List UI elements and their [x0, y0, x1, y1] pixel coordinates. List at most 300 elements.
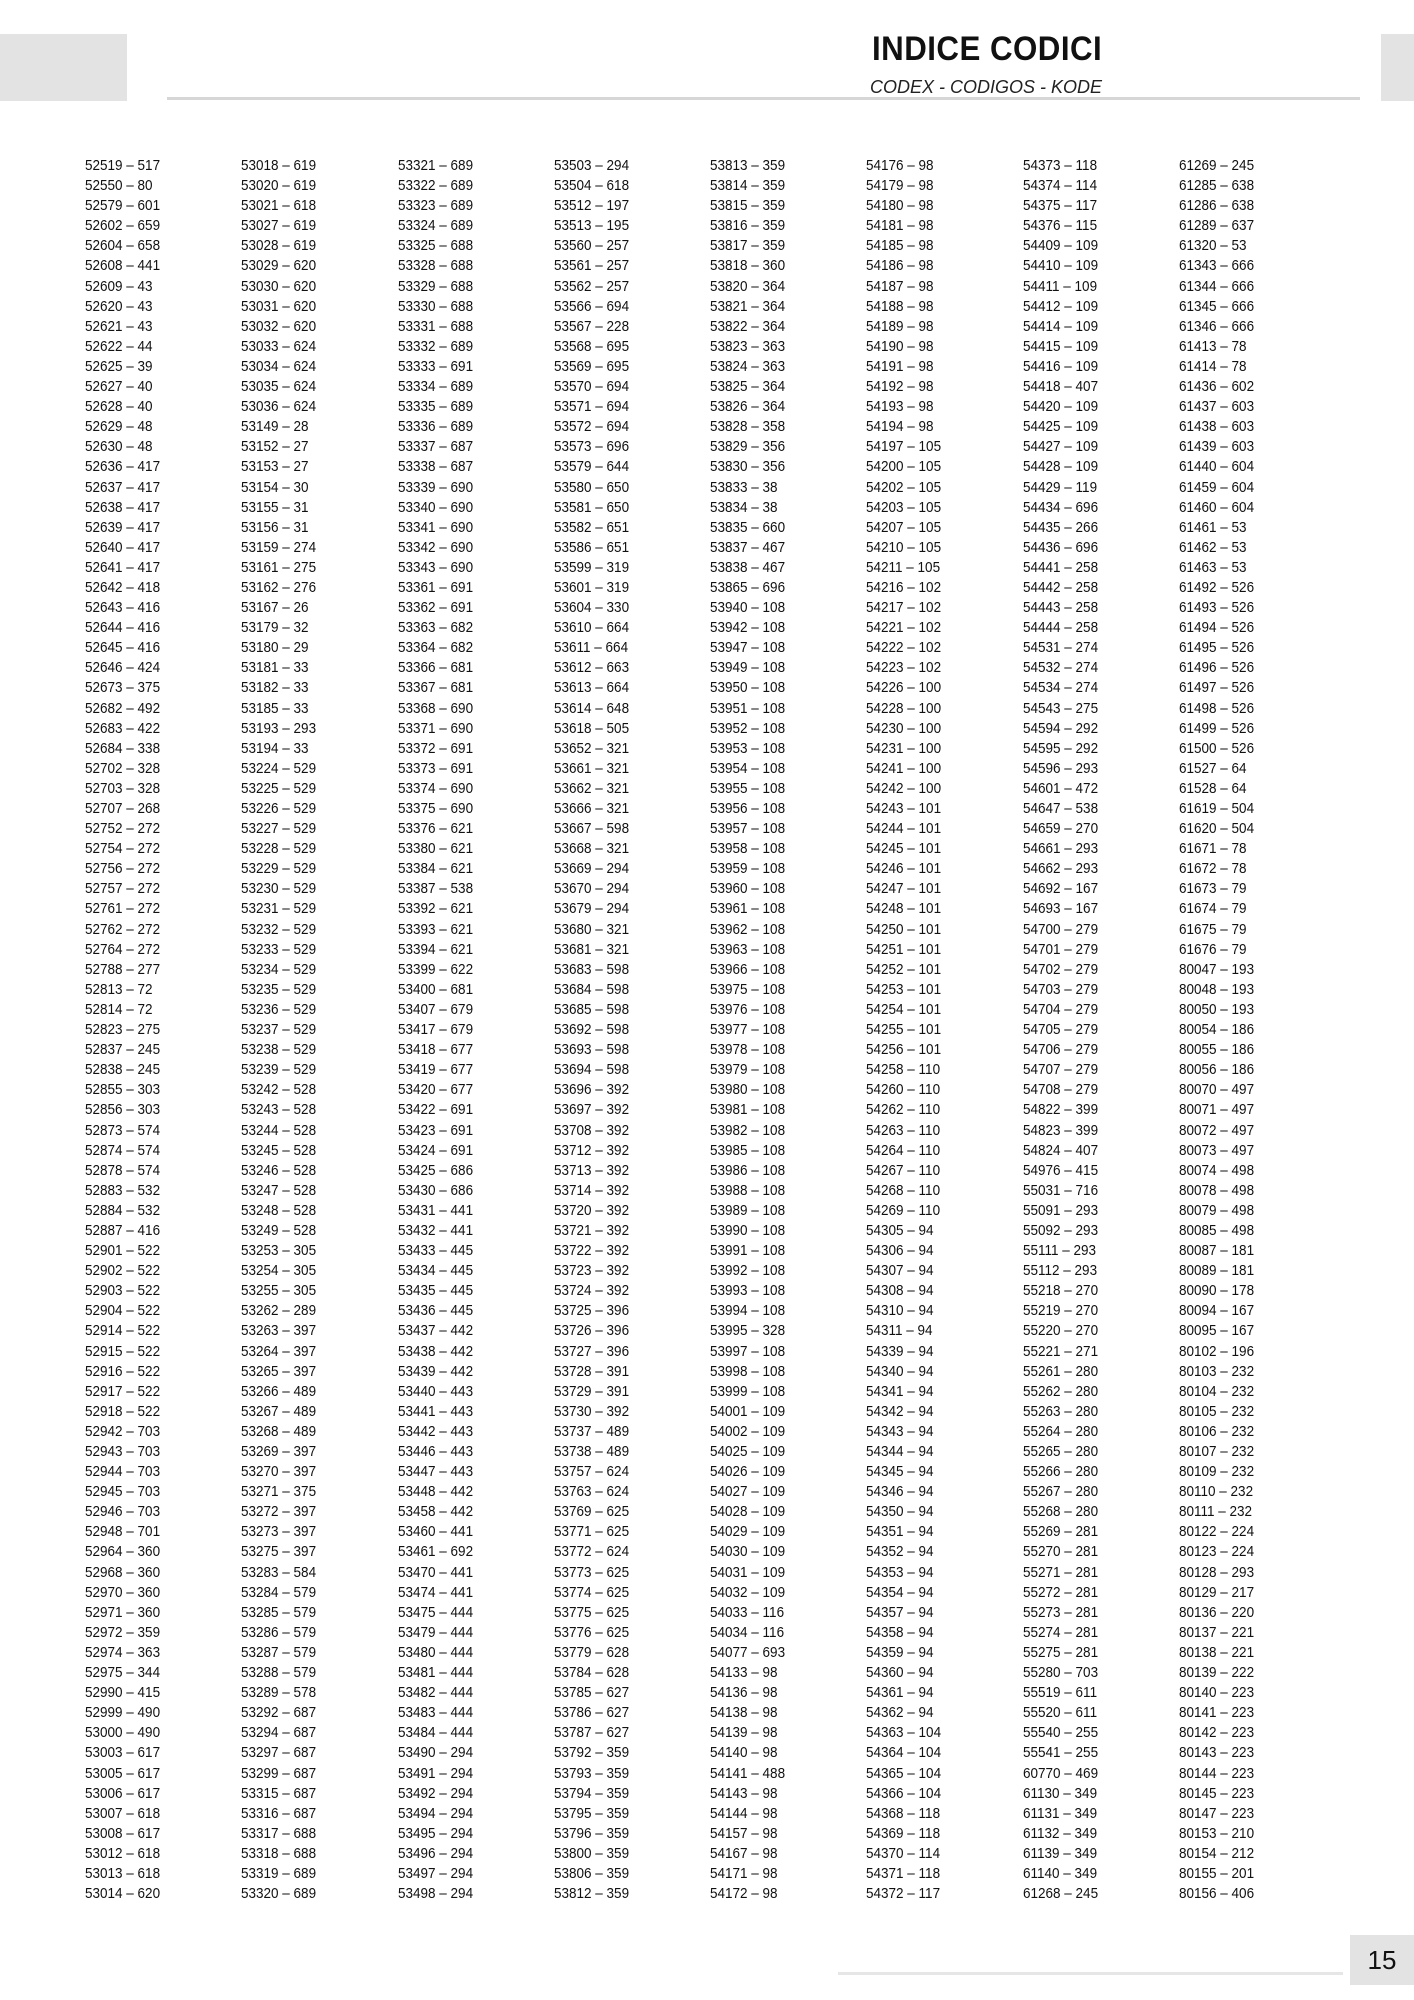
index-entry: 53422 – 691: [397, 1101, 473, 1119]
index-entry: 53806 – 359: [553, 1864, 629, 1882]
index-entry: 53324 – 689: [397, 217, 473, 235]
index-entry: 54339 – 94: [866, 1342, 934, 1360]
index-entry: 53491 – 294: [397, 1764, 473, 1782]
index-column: [241, 156, 397, 1916]
index-entry: 61676 – 79: [1178, 940, 1247, 958]
index-entry: 53582 – 651: [553, 518, 629, 536]
index-entry: 53951 – 108: [710, 699, 786, 717]
index-entry: 53481 – 444: [397, 1664, 473, 1682]
index-entry: 53328 – 688: [397, 257, 473, 275]
index-entry: 53438 – 442: [397, 1342, 473, 1360]
index-entry: 54601 – 472: [1022, 779, 1098, 797]
index-entry: 54029 – 109: [710, 1523, 786, 1541]
index-entry: 53757 – 624: [553, 1463, 629, 1481]
index-entry: 54341 – 94: [866, 1382, 934, 1400]
index-entry: 54028 – 109: [710, 1503, 786, 1521]
index-entry: 80103 – 232: [1178, 1362, 1254, 1380]
index-entry: 53814 – 359: [710, 177, 786, 195]
index-entry: 53692 – 598: [553, 1021, 629, 1039]
index-entry: 54662 – 293: [1022, 860, 1098, 878]
index-entry: 54001 – 109: [710, 1402, 786, 1420]
index-entry: 53999 – 108: [710, 1382, 786, 1400]
index-entry: 53989 – 108: [710, 1201, 786, 1219]
index-entry: 53235 – 529: [241, 980, 317, 998]
index-entry: 55218 – 270: [1022, 1282, 1098, 1300]
index-entry: 54157 – 98: [710, 1824, 778, 1842]
index-entry: 53680 – 321: [553, 920, 629, 938]
index-entry: 53774 – 625: [553, 1583, 629, 1601]
index-entry: 53420 – 677: [397, 1081, 473, 1099]
index-entry: 54138 – 98: [710, 1704, 778, 1722]
index-entry: 53727 – 396: [553, 1342, 629, 1360]
index-entry: 80054 – 186: [1178, 1021, 1254, 1039]
index-entry: 53966 – 108: [710, 960, 786, 978]
index-entry: 53979 – 108: [710, 1061, 786, 1079]
index-entry: 53820 – 364: [710, 277, 786, 295]
index-entry: 61320 – 53: [1178, 237, 1247, 255]
index-entry: 53771 – 625: [553, 1523, 629, 1541]
index-entry: 80087 – 181: [1178, 1242, 1254, 1260]
index-entry: 53815 – 359: [710, 197, 786, 215]
index-entry: 53237 – 529: [241, 1021, 317, 1039]
index-column: [710, 156, 866, 1916]
index-entry: 54179 – 98: [866, 177, 934, 195]
index-column: [866, 156, 1022, 1916]
index-entry: 52636 – 417: [85, 458, 161, 476]
index-entry: 52945 – 703: [85, 1483, 161, 1501]
index-entry: 52757 – 272: [85, 880, 161, 898]
index-entry: 52646 – 424: [85, 659, 161, 677]
index-entry: 52918 – 522: [85, 1402, 161, 1420]
index-entry: 54269 – 110: [866, 1201, 941, 1219]
index-entry: 55092 – 293: [1022, 1221, 1098, 1239]
index-entry: 53194 – 33: [241, 739, 309, 757]
index-entry: 61619 – 504: [1178, 800, 1254, 817]
index-entry: 55520 – 611: [1022, 1704, 1097, 1722]
index-entry: 54172 – 98: [710, 1885, 778, 1903]
index-entry: 52707 – 268: [85, 800, 161, 817]
index-entry: 52642 – 418: [85, 578, 161, 596]
index-entry: 52703 – 328: [85, 779, 161, 797]
index-entry: 52684 – 338: [85, 739, 161, 757]
index-entry: 53824 – 363: [710, 357, 786, 375]
index-entry: 53498 – 294: [397, 1885, 473, 1903]
index-entry: 54543 – 275: [1022, 699, 1098, 717]
index-entry: 53012 – 618: [85, 1844, 161, 1862]
index-entry: 55267 – 280: [1022, 1483, 1098, 1501]
index-entry: 53341 – 690: [397, 518, 473, 536]
index-entry: 53812 – 359: [553, 1885, 629, 1903]
index-entry: 53439 – 442: [397, 1362, 473, 1380]
index-entry: 53954 – 108: [710, 759, 786, 777]
index-entry: 54267 – 110: [866, 1161, 941, 1179]
index-entry: 53272 – 397: [241, 1503, 317, 1521]
index-entry: 54181 – 98: [866, 217, 934, 235]
index-entry: 54415 – 109: [1022, 337, 1098, 355]
index-entry: 53384 – 621: [397, 860, 473, 878]
index-entry: 80106 – 232: [1178, 1422, 1254, 1440]
index-entry: 80141 – 223: [1178, 1704, 1254, 1722]
index-entry: 54425 – 109: [1022, 418, 1098, 436]
index-entry: 52884 – 532: [85, 1201, 161, 1219]
index-entry: 53950 – 108: [710, 679, 786, 697]
index-entry: 54344 – 94: [866, 1443, 934, 1460]
index-entry: 53419 – 677: [397, 1061, 473, 1079]
index-entry: 80109 – 232: [1178, 1463, 1254, 1481]
index-entry: 53728 – 391: [553, 1362, 629, 1380]
index-entry: 53033 – 624: [241, 337, 317, 355]
index-entry: 80056 – 186: [1178, 1061, 1254, 1079]
index-entry: 53249 – 528: [241, 1221, 317, 1239]
index-entry: 80090 – 178: [1178, 1282, 1254, 1300]
index-entry: 54250 – 101: [866, 920, 942, 938]
index-entry: 53579 – 644: [553, 458, 629, 476]
index-entry: 80138 – 221: [1178, 1643, 1254, 1661]
index-entry: 54193 – 98: [866, 398, 934, 416]
index-entry: 53003 – 617: [85, 1744, 161, 1762]
index-entry: 53796 – 359: [553, 1824, 629, 1842]
index-entry: 53982 – 108: [710, 1121, 786, 1139]
index-entry: 52622 – 44: [85, 337, 153, 355]
index-entry: 53773 – 625: [553, 1563, 629, 1581]
index-entry: 54216 – 102: [866, 578, 942, 596]
index-entry: 54427 – 109: [1022, 438, 1098, 456]
index-entry: 53245 – 528: [241, 1141, 317, 1159]
index-entry: 53227 – 529: [241, 820, 317, 838]
index-entry: 53154 – 30: [241, 478, 309, 496]
index-entry: 53681 – 321: [553, 940, 629, 958]
index-entry: 53441 – 443: [397, 1402, 473, 1420]
index-entry: 54230 – 100: [866, 719, 942, 737]
index-entry: 54242 – 100: [866, 779, 942, 797]
index-entry: 53662 – 321: [553, 779, 629, 797]
index-entry: 53224 – 529: [241, 759, 317, 777]
index-entry: 53448 – 442: [397, 1483, 473, 1501]
index-entry: 53959 – 108: [710, 860, 786, 878]
index-entry: 53364 – 682: [397, 639, 473, 657]
index-entry: 54305 – 94: [866, 1221, 934, 1239]
index-entry: 55261 – 280: [1022, 1362, 1098, 1380]
index-entry: 52878 – 574: [85, 1161, 161, 1179]
index-entry: 80154 – 212: [1178, 1844, 1254, 1862]
index-entry: 80155 – 201: [1178, 1864, 1254, 1882]
index-entry: 54435 – 266: [1022, 518, 1098, 536]
index-entry: 52964 – 360: [85, 1543, 161, 1561]
index-entry: 53248 – 528: [241, 1201, 317, 1219]
index-entry: 54364 – 104: [866, 1744, 942, 1762]
index-entry: 53287 – 579: [241, 1643, 317, 1661]
index-entry: 53684 – 598: [553, 980, 629, 998]
index-entry: 80078 – 498: [1178, 1181, 1254, 1199]
index-entry: 53435 – 445: [397, 1282, 473, 1300]
index-entry: 54255 – 101: [866, 1021, 942, 1039]
index-entry: 54263 – 110: [866, 1121, 941, 1139]
index-entry: 54306 – 94: [866, 1242, 934, 1260]
index-entry: 53566 – 694: [553, 297, 629, 315]
index-entry: 53179 – 32: [241, 619, 309, 637]
index-entry: 53975 – 108: [710, 980, 786, 998]
index-entry: 53269 – 397: [241, 1443, 317, 1460]
index-entry: 53496 – 294: [397, 1844, 473, 1862]
index-entry: 53512 – 197: [553, 197, 629, 215]
index-entry: 53828 – 358: [710, 418, 786, 436]
index-entry: 80102 – 196: [1178, 1342, 1254, 1360]
index-entry: 54707 – 279: [1022, 1061, 1098, 1079]
index-entry: 52856 – 303: [85, 1101, 161, 1119]
index-entry: 80122 – 224: [1178, 1523, 1254, 1541]
index-entry: 53442 – 443: [397, 1422, 473, 1440]
index-entry: 53325 – 688: [397, 237, 473, 255]
code-index-grid: [85, 156, 1335, 1916]
index-entry: 54357 – 94: [866, 1603, 934, 1621]
index-entry: 54534 – 274: [1022, 679, 1098, 697]
index-entry: 54351 – 94: [866, 1523, 934, 1541]
index-entry: 61346 – 666: [1178, 317, 1254, 335]
index-entry: 53264 – 397: [241, 1342, 317, 1360]
index-entry: 53185 – 33: [241, 699, 309, 717]
index-entry: 54706 – 279: [1022, 1041, 1098, 1059]
index-entry: 53470 – 441: [397, 1563, 473, 1581]
index-entry: 52838 – 245: [85, 1061, 161, 1079]
index-entry: 53610 – 664: [553, 619, 629, 637]
index-entry: 54363 – 104: [866, 1724, 942, 1742]
index-entry: 53995 – 328: [710, 1322, 786, 1340]
index-entry: 53418 – 677: [397, 1041, 473, 1059]
index-entry: 61439 – 603: [1178, 438, 1254, 456]
index-entry: 54217 – 102: [866, 599, 942, 617]
index-entry: 52604 – 658: [85, 237, 161, 255]
index-entry: 52640 – 417: [85, 538, 161, 556]
index-entry: 61675 – 79: [1178, 920, 1247, 938]
index-entry: 54358 – 94: [866, 1623, 934, 1641]
index-entry: 61132 – 349: [1022, 1824, 1097, 1842]
index-entry: 80129 – 217: [1178, 1583, 1254, 1601]
index-entry: 54222 – 102: [866, 639, 942, 657]
index-entry: 53315 – 687: [241, 1784, 317, 1802]
index-entry: 53693 – 598: [553, 1041, 629, 1059]
index-entry: 54362 – 94: [866, 1704, 934, 1722]
index-entry: 54188 – 98: [866, 297, 934, 315]
index-entry: 52788 – 277: [85, 960, 161, 978]
index-entry: 53816 – 359: [710, 217, 786, 235]
index-entry: 53998 – 108: [710, 1362, 786, 1380]
index-entry: 53193 – 293: [241, 719, 317, 737]
index-entry: 53570 – 694: [553, 378, 629, 396]
index-entry: 54187 – 98: [866, 277, 934, 295]
index-entry: 53339 – 690: [397, 478, 473, 496]
index-entry: 53152 – 27: [241, 438, 309, 456]
index-entry: 53580 – 650: [553, 478, 629, 496]
index-entry: 55219 – 270: [1022, 1302, 1098, 1320]
index-entry: 53232 – 529: [241, 920, 317, 938]
index-entry: 80142 – 223: [1178, 1724, 1254, 1742]
index-entry: 54412 – 109: [1022, 297, 1098, 315]
index-entry: 53032 – 620: [241, 317, 317, 335]
index-entry: 61460 – 604: [1178, 498, 1254, 516]
index-entry: 53940 – 108: [710, 599, 786, 617]
index-entry: 54824 – 407: [1022, 1141, 1098, 1159]
index-entry: 53013 – 618: [85, 1864, 161, 1882]
index-entry: 61492 – 526: [1178, 578, 1254, 596]
index-entry: 80147 – 223: [1178, 1804, 1254, 1822]
index-entry: 52628 – 40: [85, 398, 153, 416]
index-entry: 80055 – 186: [1178, 1041, 1254, 1059]
index-entry: 54345 – 94: [866, 1463, 934, 1481]
index-entry: 53008 – 617: [85, 1824, 161, 1842]
index-entry: 53394 – 621: [397, 940, 473, 958]
index-entry: 61437 – 603: [1178, 398, 1254, 416]
index-entry: 54444 – 258: [1022, 619, 1098, 637]
index-entry: 53569 – 695: [553, 357, 629, 375]
index-entry: 53363 – 682: [397, 619, 473, 637]
index-entry: 52754 – 272: [85, 840, 161, 858]
index-entry: 54428 – 109: [1022, 458, 1098, 476]
index-entry: 53668 – 321: [553, 840, 629, 858]
index-entry: 52948 – 701: [85, 1523, 161, 1541]
index-entry: 53504 – 618: [553, 177, 629, 195]
index-entry: 54366 – 104: [866, 1784, 942, 1802]
index-entry: 53400 – 681: [397, 980, 473, 998]
index-entry: 61459 – 604: [1178, 478, 1254, 496]
index-entry: 54310 – 94: [866, 1302, 934, 1320]
index-entry: 53007 – 618: [85, 1804, 161, 1822]
index-entry: 53721 – 392: [553, 1221, 629, 1239]
index-entry: 52883 – 532: [85, 1181, 161, 1199]
index-entry: 52629 – 48: [85, 418, 153, 436]
index-entry: 54221 – 102: [866, 619, 942, 637]
index-entry: 54246 – 101: [866, 860, 942, 878]
index-entry: 54361 – 94: [866, 1684, 934, 1702]
index-entry: 53611 – 664: [553, 639, 628, 657]
index-entry: 53817 – 359: [710, 237, 786, 255]
index-entry: 52903 – 522: [85, 1282, 161, 1300]
index-entry: 53482 – 444: [397, 1684, 473, 1702]
index-entry: 61672 – 78: [1178, 860, 1247, 878]
index-entry: 55091 – 293: [1022, 1201, 1098, 1219]
index-entry: 54703 – 279: [1022, 980, 1098, 998]
index-entry: 53683 – 598: [553, 960, 629, 978]
index-entry: 53317 – 688: [241, 1824, 317, 1842]
index-entry: 53618 – 505: [553, 719, 629, 737]
index-entry: 61286 – 638: [1178, 197, 1254, 215]
index-entry: 53376 – 621: [397, 820, 473, 838]
index-entry: 54369 – 118: [866, 1824, 941, 1842]
index-entry: 52702 – 328: [85, 759, 161, 777]
index-entry: 54594 – 292: [1022, 719, 1098, 737]
index-entry: 53614 – 648: [553, 699, 629, 717]
index-entry: 54659 – 270: [1022, 820, 1098, 838]
index-entry: 53156 – 31: [241, 518, 309, 536]
index-entry: 54264 – 110: [866, 1141, 941, 1159]
index-entry: 52683 – 422: [85, 719, 161, 737]
index-entry: 80140 – 223: [1178, 1684, 1254, 1702]
index-entry: 53247 – 528: [241, 1181, 317, 1199]
index-entry: 61139 – 349: [1022, 1844, 1097, 1862]
index-entry: 53795 – 359: [553, 1804, 629, 1822]
index-entry: 54254 – 101: [866, 1000, 942, 1018]
index-entry: 54243 – 101: [866, 800, 942, 817]
index-entry: 54186 – 98: [866, 257, 934, 275]
index-entry: 53942 – 108: [710, 619, 786, 637]
index-entry: 55541 – 255: [1022, 1744, 1098, 1762]
index-entry: 53162 – 276: [241, 578, 317, 596]
index-entry: 53021 – 618: [241, 197, 317, 215]
index-entry: 55274 – 281: [1022, 1623, 1098, 1641]
index-entry: 53978 – 108: [710, 1041, 786, 1059]
index-entry: 53822 – 364: [710, 317, 786, 335]
index-entry: 61461 – 53: [1178, 518, 1247, 536]
index-entry: 53292 – 687: [241, 1704, 317, 1722]
index-entry: 52915 – 522: [85, 1342, 161, 1360]
index-entry: 54372 – 117: [866, 1885, 941, 1903]
index-entry: 54708 – 279: [1022, 1081, 1098, 1099]
index-entry: 54418 – 407: [1022, 378, 1098, 396]
index-entry: 55112 – 293: [1022, 1262, 1097, 1280]
header-tab-right: [1381, 34, 1414, 101]
index-entry: 54251 – 101: [866, 940, 942, 958]
index-entry: 54353 – 94: [866, 1563, 934, 1581]
index-entry: 53432 – 441: [397, 1221, 473, 1239]
index-entry: 52814 – 72: [85, 1000, 153, 1018]
index-entry: 54411 – 109: [1022, 277, 1097, 295]
index-entry: 53321 – 689: [397, 157, 473, 174]
index-entry: 52643 – 416: [85, 599, 161, 617]
index-entry: 54176 – 98: [866, 157, 934, 174]
index-entry: 53612 – 663: [553, 659, 629, 677]
index-entry: 54031 – 109: [710, 1563, 786, 1581]
index-entry: 54701 – 279: [1022, 940, 1098, 958]
index-entry: 80047 – 193: [1178, 960, 1254, 978]
index-entry: 53446 – 443: [397, 1443, 473, 1460]
index-entry: 53283 – 584: [241, 1563, 317, 1581]
index-entry: 53679 – 294: [553, 900, 629, 918]
index-entry: 53722 – 392: [553, 1242, 629, 1260]
index-entry: 53320 – 689: [241, 1885, 317, 1903]
index-entry: 61674 – 79: [1178, 900, 1247, 918]
index-entry: 53318 – 688: [241, 1844, 317, 1862]
index-entry: 53373 – 691: [397, 759, 473, 777]
index-entry: 61438 – 603: [1178, 418, 1254, 436]
index-entry: 53294 – 687: [241, 1724, 317, 1742]
index-entry: 80107 – 232: [1178, 1443, 1254, 1460]
index-entry: 55519 – 611: [1022, 1684, 1097, 1702]
index-entry: 54359 – 94: [866, 1643, 934, 1661]
index-entry: 54247 – 101: [866, 880, 942, 898]
index-entry: 53233 – 529: [241, 940, 317, 958]
index-entry: 53963 – 108: [710, 940, 786, 958]
index-entry: 54343 – 94: [866, 1422, 934, 1440]
index-entry: 53784 – 628: [553, 1664, 629, 1682]
index-entry: 53431 – 441: [397, 1201, 473, 1219]
index-entry: 53020 – 619: [241, 177, 317, 195]
index-entry: 53225 – 529: [241, 779, 317, 797]
index-entry: 53958 – 108: [710, 840, 786, 858]
index-entry: 61413 – 78: [1178, 337, 1247, 355]
index-entry: 54033 – 116: [710, 1603, 785, 1621]
index-entry: 54030 – 109: [710, 1543, 786, 1561]
index-entry: 54346 – 94: [866, 1483, 934, 1501]
index-entry: 53361 – 691: [397, 578, 473, 596]
index-entry: 53238 – 529: [241, 1041, 317, 1059]
index-entry: 53997 – 108: [710, 1342, 786, 1360]
index-entry: 53368 – 690: [397, 699, 473, 717]
index-entry: 54661 – 293: [1022, 840, 1098, 858]
index-entry: 53458 – 442: [397, 1503, 473, 1521]
index-entry: 53367 – 681: [397, 679, 473, 697]
index-entry: 55221 – 271: [1022, 1342, 1098, 1360]
index-entry: 54376 – 115: [1022, 217, 1097, 235]
index-entry: 53372 – 691: [397, 739, 473, 757]
